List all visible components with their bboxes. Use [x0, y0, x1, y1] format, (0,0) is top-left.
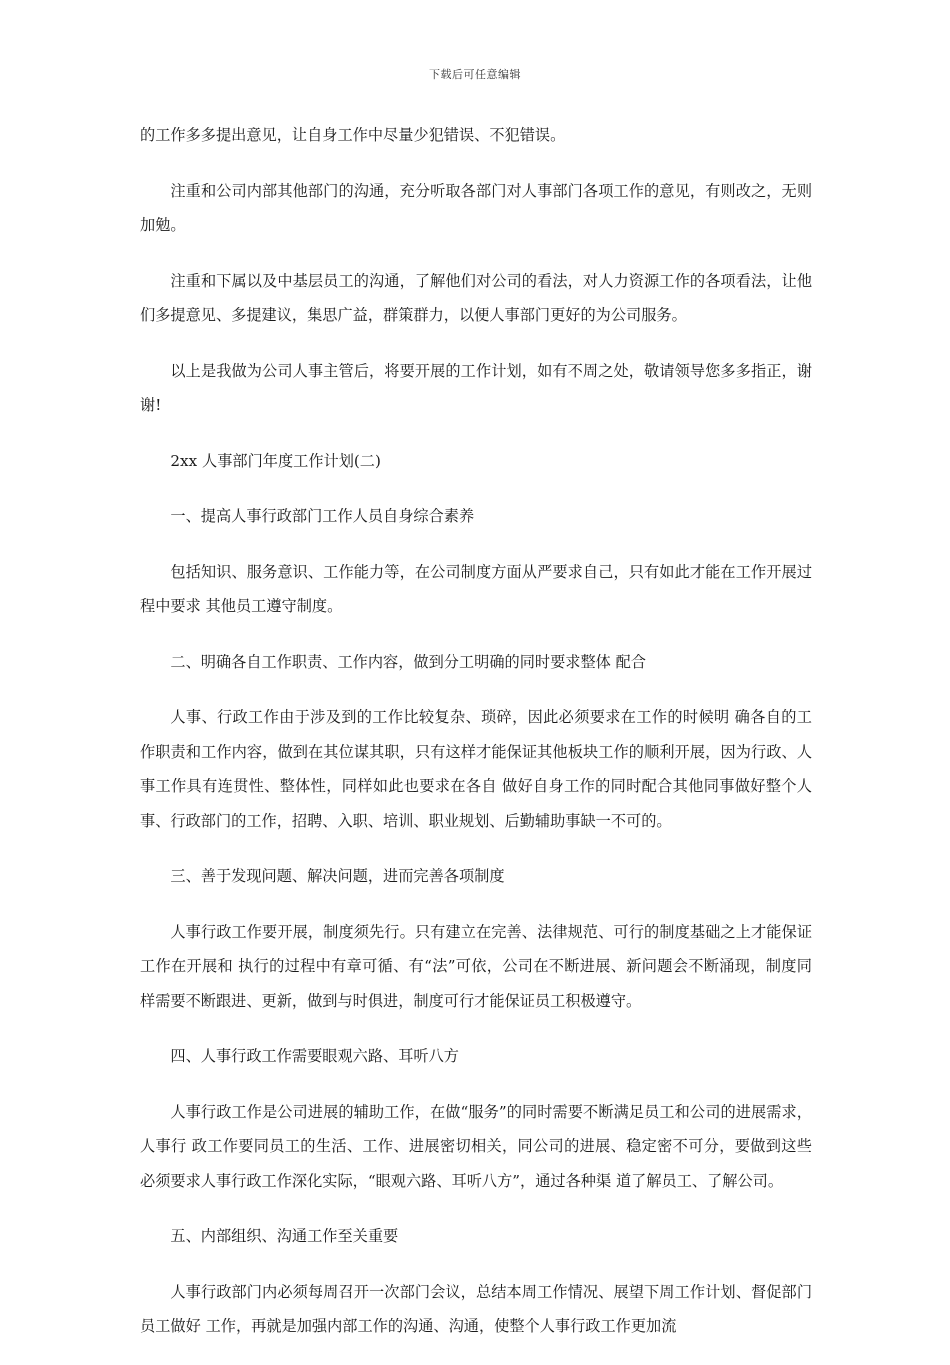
- section-heading: 四、人事行政工作需要眼观六路、耳听八方: [170, 1047, 459, 1065]
- paragraph: 人事行政工作要开展，制度须先行。只有建立在完善、法律规范、可行的制度基础之上才能保证工作在开展和 执行的过程中有章可循、有“法”可依，公司在不断进展、新问题会不断涌现，制度同样需要不断跟进、更新，做到与时俱进，制度可行才能保证员工积极遵守。: [140, 922, 812, 1010]
- paragraph: 包括知识、服务意识、工作能力等，在公司制度方面从严要求自己，只有如此才能在工作开展过程中要求 其他员工遵守制度。: [140, 562, 812, 615]
- paragraph: 注重和下属以及中基层员工的沟通，了解他们对公司的看法，对人力资源工作的各项看法，让他们多提意见、多提建议，集思广益，群策群力，以便人事部门更好的为公司服务。: [140, 271, 812, 324]
- paragraph: 注重和公司内部其他部门的沟通，充分听取各部门对人事部门各项工作的意见，有则改之，无则加勉。: [140, 181, 812, 234]
- paragraph: 人事行政部门内必须每周召开一次部门会议，总结本周工作情况、展望下周工作计划、督促部门员工做好 工作，再就是加强内部工作的沟通、沟通，使整个人事行政工作更加流: [140, 1282, 812, 1335]
- document-body: [140, 118, 812, 1365]
- paragraph: 人事、行政工作由于涉及到的工作比较复杂、琐碎，因此必须要求在工作的时候明 确各自的工作职责和工作内容，做到在其位谋其职，只有这样才能保证其他板块工作的顺利开展，因为行政、人事工作具有连贯性、整体性，同样如此也要求在各自 做好自身工作的同时配合其他同事做好整个人事、行政部门的工作，招聘、入职、培训、职业规划、后勤辅助事缺一不可的。: [140, 708, 812, 830]
- section-heading: 三、善于发现问题、解决问题，进而完善各项制度: [170, 867, 505, 885]
- section-heading: 五、内部组织、沟通工作至关重要: [170, 1227, 399, 1245]
- paragraph: 以上是我做为公司人事主管后，将要开展的工作计划，如有不周之处，敬请领导您多多指正，谢谢!: [140, 361, 812, 414]
- page-header: 下载后可任意编辑: [429, 68, 521, 81]
- paragraph: 的工作多多提出意见，让自身工作中尽量少犯错误、不犯错误。: [140, 126, 566, 144]
- section-heading: 一、提高人事行政部门工作人员自身综合素养: [170, 507, 475, 525]
- paragraph: 人事行政工作是公司进展的辅助工作，在做“服务”的同时需要不断满足员工和公司的进展需求，人事行 政工作要同员工的生活、工作、进展密切相关，同公司的进展、稳定密不可分，要做到这些必须要求人事行政工作深化实际，“眼观六路、耳听八方”，通过各种渠 道了解员工、了解公司。: [140, 1102, 812, 1190]
- section-title: 2xx 人事部门年度工作计划(二): [170, 451, 381, 470]
- section-heading: 二、明确各自工作职责、工作内容，做到分工明确的同时要求整体 配合: [170, 652, 647, 671]
